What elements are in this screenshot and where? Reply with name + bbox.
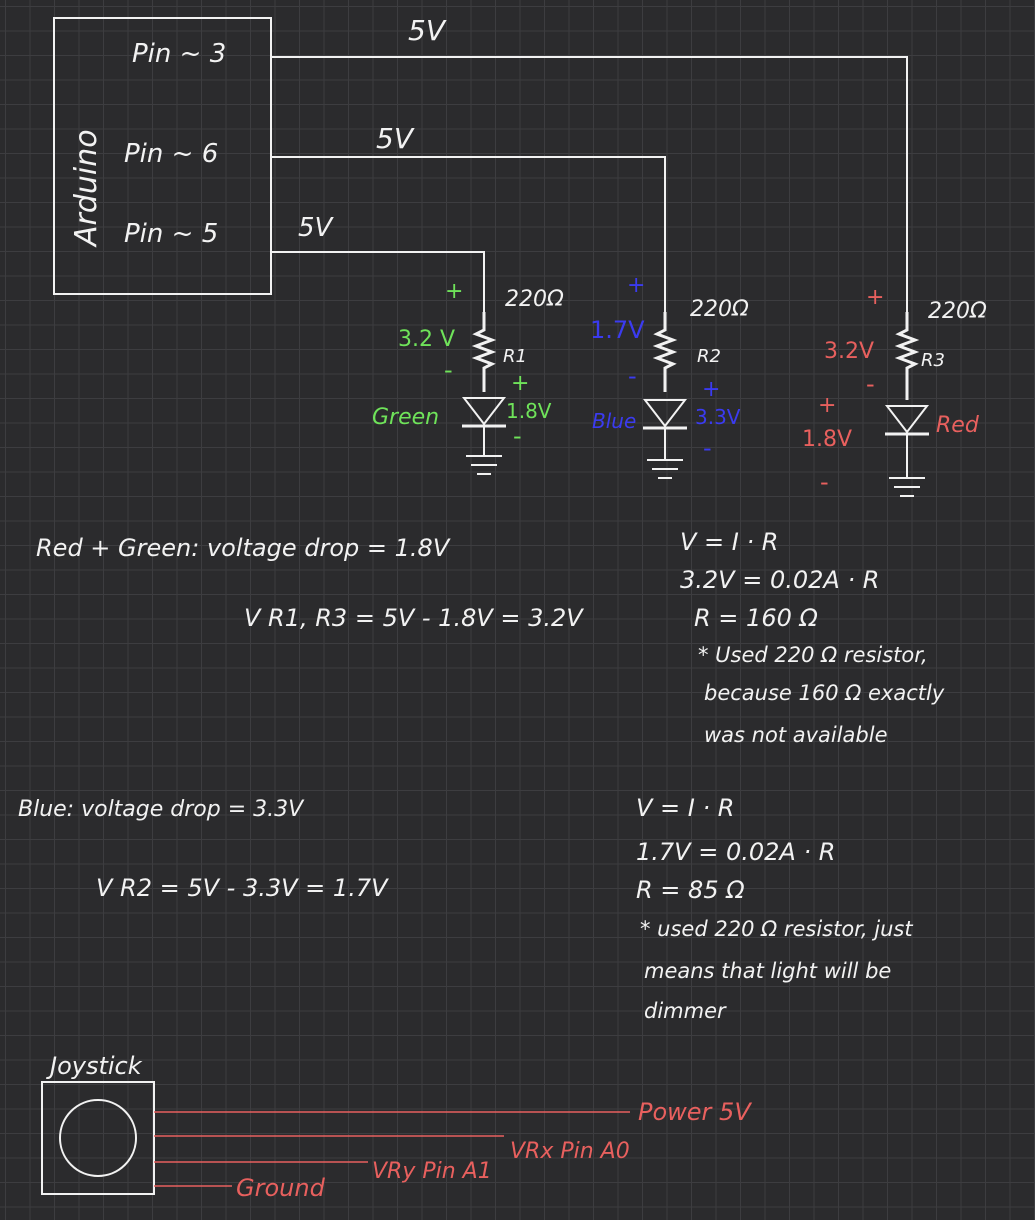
resistor-id: R2 <box>697 346 721 367</box>
plus-top: + <box>866 285 885 310</box>
wire-label-5v-mid: 5V <box>376 122 413 155</box>
plus-led: + <box>511 371 530 396</box>
branch-voltage: 3.2V <box>824 339 875 364</box>
branch-green <box>372 279 564 474</box>
pin-5-label: Pin ~ 5 <box>124 219 219 249</box>
led-voltage: 1.8V <box>506 399 552 423</box>
minus-mid: - <box>866 370 875 398</box>
calc-line: R = 85 Ω <box>636 876 745 904</box>
joystick <box>42 1052 752 1202</box>
notes-red-green <box>36 534 584 632</box>
joystick-vry: VRy Pin A1 <box>372 1159 492 1184</box>
calc-line: because 160 Ω exactly <box>704 681 945 705</box>
minus-led: - <box>703 434 712 462</box>
branch-voltage: 1.7V <box>590 316 645 344</box>
resistor-r3 <box>899 312 915 400</box>
minus-mid: - <box>628 362 637 390</box>
led-red-diode <box>887 406 927 432</box>
note-equation: V R1, R3 = 5V - 1.8V = 3.2V <box>244 604 583 632</box>
resistor-r2 <box>657 312 673 392</box>
plus-top: + <box>627 273 646 298</box>
wires <box>271 57 907 312</box>
branch-voltage: 3.2 V <box>398 327 456 352</box>
resistor-value: 220Ω <box>505 287 564 312</box>
ground-icon <box>647 460 683 478</box>
joystick-ground: Ground <box>236 1174 325 1202</box>
calc-line: 1.7V = 0.02A · R <box>636 838 836 866</box>
branch-red <box>802 285 987 496</box>
calc-line: V = I · R <box>680 528 779 556</box>
led-voltage: 3.3V <box>695 405 741 429</box>
branch-blue <box>590 273 749 478</box>
minus-led: - <box>820 468 829 496</box>
led-voltage: 1.8V <box>802 427 853 452</box>
joystick-vrx: VRx Pin A0 <box>510 1139 630 1164</box>
plus-led: + <box>702 377 721 402</box>
calc-line: dimmer <box>644 999 726 1023</box>
calc-line: was not available <box>704 723 888 747</box>
minus-led: - <box>513 422 522 450</box>
joystick-power: Power 5V <box>638 1098 751 1126</box>
calc-line: 3.2V = 0.02A · R <box>680 566 880 594</box>
plus-led: + <box>818 393 837 418</box>
joystick-knob <box>60 1100 136 1176</box>
pin-3-label: Pin ~ 3 <box>132 39 227 69</box>
note-heading: Blue: voltage drop = 3.3V <box>18 797 304 822</box>
note-heading: Red + Green: voltage drop = 1.8V <box>36 534 450 562</box>
ground-icon <box>889 478 925 496</box>
calc-line: * Used 220 Ω resistor, <box>698 643 928 667</box>
joystick-box <box>42 1082 154 1194</box>
note-equation: V R2 = 5V - 3.3V = 1.7V <box>96 874 388 902</box>
calc-1 <box>680 528 945 747</box>
resistor-id: R3 <box>921 350 945 371</box>
led-color-label: Blue <box>592 409 637 433</box>
resistor-value: 220Ω <box>928 299 987 324</box>
calc-line: R = 160 Ω <box>694 604 818 632</box>
led-blue-diode <box>645 400 685 426</box>
resistor-r1 <box>476 312 492 392</box>
wire-label-5v-low: 5V <box>298 213 333 243</box>
arduino-label: Arduino <box>69 129 104 246</box>
led-color-label: Red <box>936 413 979 438</box>
calc-2 <box>636 794 913 1023</box>
calc-line: * used 220 Ω resistor, just <box>640 917 913 941</box>
notes-blue <box>18 797 389 902</box>
wire-label-5v-top: 5V <box>408 14 445 47</box>
plus-top: + <box>445 279 464 304</box>
led-green-diode <box>464 398 504 424</box>
resistor-value: 220Ω <box>690 297 749 322</box>
resistor-id: R1 <box>503 346 527 367</box>
joystick-label: Joystick <box>50 1052 142 1080</box>
calc-line: V = I · R <box>636 794 735 822</box>
calc-line: means that light will be <box>644 959 892 983</box>
minus-mid: - <box>444 356 453 384</box>
led-color-label: Green <box>372 405 440 430</box>
ground-icon <box>466 456 502 474</box>
wire-pin3 <box>271 57 907 312</box>
pin-6-label: Pin ~ 6 <box>124 139 219 169</box>
